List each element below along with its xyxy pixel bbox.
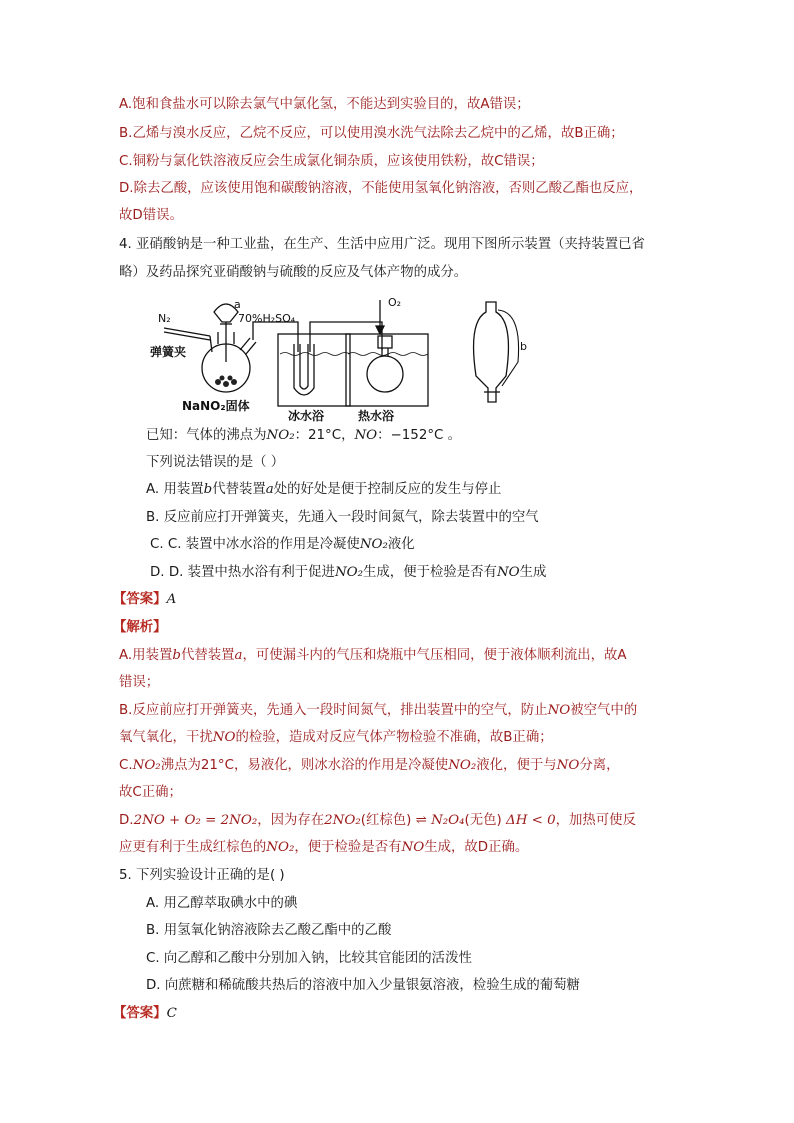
an-c1-mid: 沸点为21°C，易液化，则冰水浴的作用是冷凝使 (160, 758, 449, 773)
an-d1-pre: D. (119, 813, 134, 828)
opt-d-pre: D. D. 装置中热水浴有利于促进 (150, 565, 335, 580)
opt-a-mid: 代替装置 (212, 482, 266, 497)
label-a: a (234, 298, 241, 311)
an-c1-mid2: 液化，便于与 (476, 758, 557, 773)
opt-a-pre: A. 用装置 (146, 482, 204, 497)
an-d2-no: NO (401, 840, 425, 855)
opt-a-a: a (265, 482, 274, 497)
an-d2-mid: ，便于检验是否有 (294, 840, 402, 855)
nano2-solid-particles (215, 376, 237, 388)
q4-option-b[interactable]: B. 反应前应打开弹簧夹，先通入一段时间氮气，除去装置中的空气 (146, 510, 539, 525)
label-n2: N₂ (158, 312, 171, 325)
an-a1-mid: 代替装置 (180, 648, 235, 663)
an-d2-no2: NO₂ (266, 840, 295, 855)
prev-analysis-a: A.饱和食盐水可以除去氯气中氯化氢，不能达到实验目的，故A错误； (119, 97, 530, 112)
an-d1-eq: 2NO + O₂ = 2NO₂ (133, 813, 258, 828)
an-b2-pre: 氧气氧化，干扰 (119, 730, 213, 745)
q4-analysis-d-line1 (119, 812, 684, 830)
an-d1-post: ，加热可使反 (555, 813, 636, 828)
an-c1-no2b: NO₂ (448, 758, 477, 773)
known-no2: NO₂ (266, 428, 295, 443)
answer-value: A (166, 592, 177, 607)
opt-c-post: 液化 (387, 537, 415, 552)
label-b: b (520, 340, 527, 353)
label-ice-bath: 冰水浴 (288, 409, 325, 422)
an-d1-arrow: ⇌ (411, 813, 432, 828)
label-hot-bath: 热水浴 (358, 409, 395, 422)
q4-stem-line1: 4. 亚硝酸钠是一种工业盐，在生产、生活中应用广泛。现用下图所示装置（夹持装置已省 (119, 237, 645, 252)
q4-known (146, 427, 684, 445)
an-b2-post: 的检验，造成对反应气体产物检验不准确，故B正确； (235, 730, 553, 745)
label-nano2-solid: NaNO₂固体 (182, 399, 250, 413)
o2-arrow-icon (376, 326, 384, 334)
hot-bath-stopper (378, 336, 392, 348)
opt-d-no: NO (496, 565, 520, 580)
q4-stem-line2: 略）及药品探究亚硝酸钠与硫酸的反应及气体产物的成分。 (119, 265, 468, 280)
prev-analysis-c: C.铜粉与氯化铁溶液反应会生成氯化铜杂质，应该使用铁粉，故C错误； (119, 154, 544, 169)
prev-analysis-d-line2: 故D错误。 (119, 208, 183, 223)
an-c1-post: 分离， (579, 758, 620, 773)
q4-analysis-a-line1 (119, 647, 684, 665)
answer-label: 【答案】 (113, 592, 167, 607)
known-no: NO (354, 428, 378, 443)
known-mid2: ：−152°C 。 (377, 428, 462, 443)
an-a1-b: b (172, 648, 181, 663)
an-d1-dh: ΔH < 0 (501, 813, 556, 828)
an-d2-post: 生成，故D正确。 (424, 840, 529, 855)
opt-d-no2: NO₂ (334, 565, 364, 580)
label-acid: 70%H₂SO₄ (238, 312, 296, 325)
an-d1-eq2b: N₂O₄ (431, 813, 465, 828)
prev-analysis-b: B.乙烯与溴水反应，乙烷不反应，可以使用溴水洗气法除去乙烷中的乙烯，故B正确； (119, 126, 624, 141)
an-b1-post: 被空气中的 (570, 703, 638, 718)
an-b1-pre: B.反应前应打开弹簧夹，先通入一段时间氮气，排出装置中的空气，防止 (119, 703, 548, 718)
an-b1-no: NO (547, 703, 571, 718)
label-spring-clip: 弹簧夹 (150, 345, 187, 359)
q4-analysis-a-line2: 错误； (119, 675, 160, 690)
prev-analysis-d-line1: D.除去乙酸，应该使用饱和碳酸钠溶液，不能使用氢氧化钠溶液，否则乙酸乙酯也反应， (119, 181, 643, 196)
hot-bath-flask (367, 356, 403, 392)
opt-c-no2: NO₂ (359, 537, 388, 552)
q4-option-d[interactable] (150, 564, 684, 582)
opt-a-post: 处的好处是便于控制反应的发生与停止 (273, 482, 502, 497)
opt-d-mid: 生成，便于检验是否有 (363, 565, 497, 580)
label-o2: O₂ (388, 296, 402, 309)
an-d1-color1: (红棕色) (360, 813, 412, 828)
q4-analysis-c-line2: 故C正确； (119, 785, 182, 800)
hot-bath-beaker (346, 334, 428, 406)
an-c1-no: NO (556, 758, 580, 773)
q4-option-c[interactable] (150, 536, 684, 554)
opt-c-pre: C. C. 装置中冰水浴的作用是冷凝使 (150, 537, 360, 552)
an-d2-pre: 应更有利于生成红棕色的 (119, 840, 267, 855)
q5-stem: 5. 下列实验设计正确的是( ) (119, 868, 285, 883)
an-d1-color2: (无色) (464, 813, 502, 828)
an-a1-post: ，可使漏斗内的气压和烧瓶中气压相同，便于液体顺利流出，故A (242, 648, 627, 663)
q5-answer-label: 【答案】 (113, 1006, 167, 1021)
q5-option-c[interactable]: C. 向乙醇和乙酸中分别加入钠，比较其官能团的活泼性 (146, 951, 472, 966)
q5-option-d[interactable]: D. 向蔗糖和稀硫酸共热后的溶液中加入少量银氨溶液，检验生成的葡萄糖 (146, 978, 580, 993)
q5-option-a[interactable]: A. 用乙醇萃取碘水中的碘 (146, 896, 298, 911)
opt-a-b: b (203, 482, 213, 497)
q5-answer-value: C (166, 1006, 177, 1021)
analysis-label: 【解析】 (113, 620, 167, 635)
funnel-b (474, 302, 509, 402)
an-c1-no2: NO₂ (132, 758, 161, 773)
an-c1-pre: C. (119, 758, 133, 773)
q4-analysis-d-line2 (119, 839, 684, 857)
apparatus-diagram (150, 292, 680, 422)
u-tube (294, 344, 314, 395)
n2-inlet-tube (164, 328, 210, 336)
an-b2-no: NO (212, 730, 236, 745)
an-d1-eq2a: 2NO₂ (324, 813, 361, 828)
q4-analysis-label (113, 619, 684, 637)
an-d1-mid: ，因为存在 (257, 813, 325, 828)
q4-analysis-b-line1 (119, 702, 684, 720)
q5-option-b[interactable]: B. 用氢氧化钠溶液除去乙酸乙酯中的乙酸 (146, 923, 392, 938)
an-a1-a: a (234, 648, 243, 663)
q4-ask: 下列说法错误的是（ ） (146, 455, 285, 470)
q4-option-a[interactable] (146, 481, 684, 499)
q4-answer (113, 591, 684, 609)
known-mid1: ：21°C， (294, 428, 355, 443)
an-a1-pre: A.用装置 (119, 648, 173, 663)
q5-answer (113, 1005, 684, 1023)
q4-analysis-b-line2 (119, 729, 684, 747)
known-prefix: 已知：气体的沸点为 (146, 428, 267, 443)
q4-analysis-c-line1 (119, 757, 684, 775)
opt-d-post: 生成 (519, 565, 547, 580)
